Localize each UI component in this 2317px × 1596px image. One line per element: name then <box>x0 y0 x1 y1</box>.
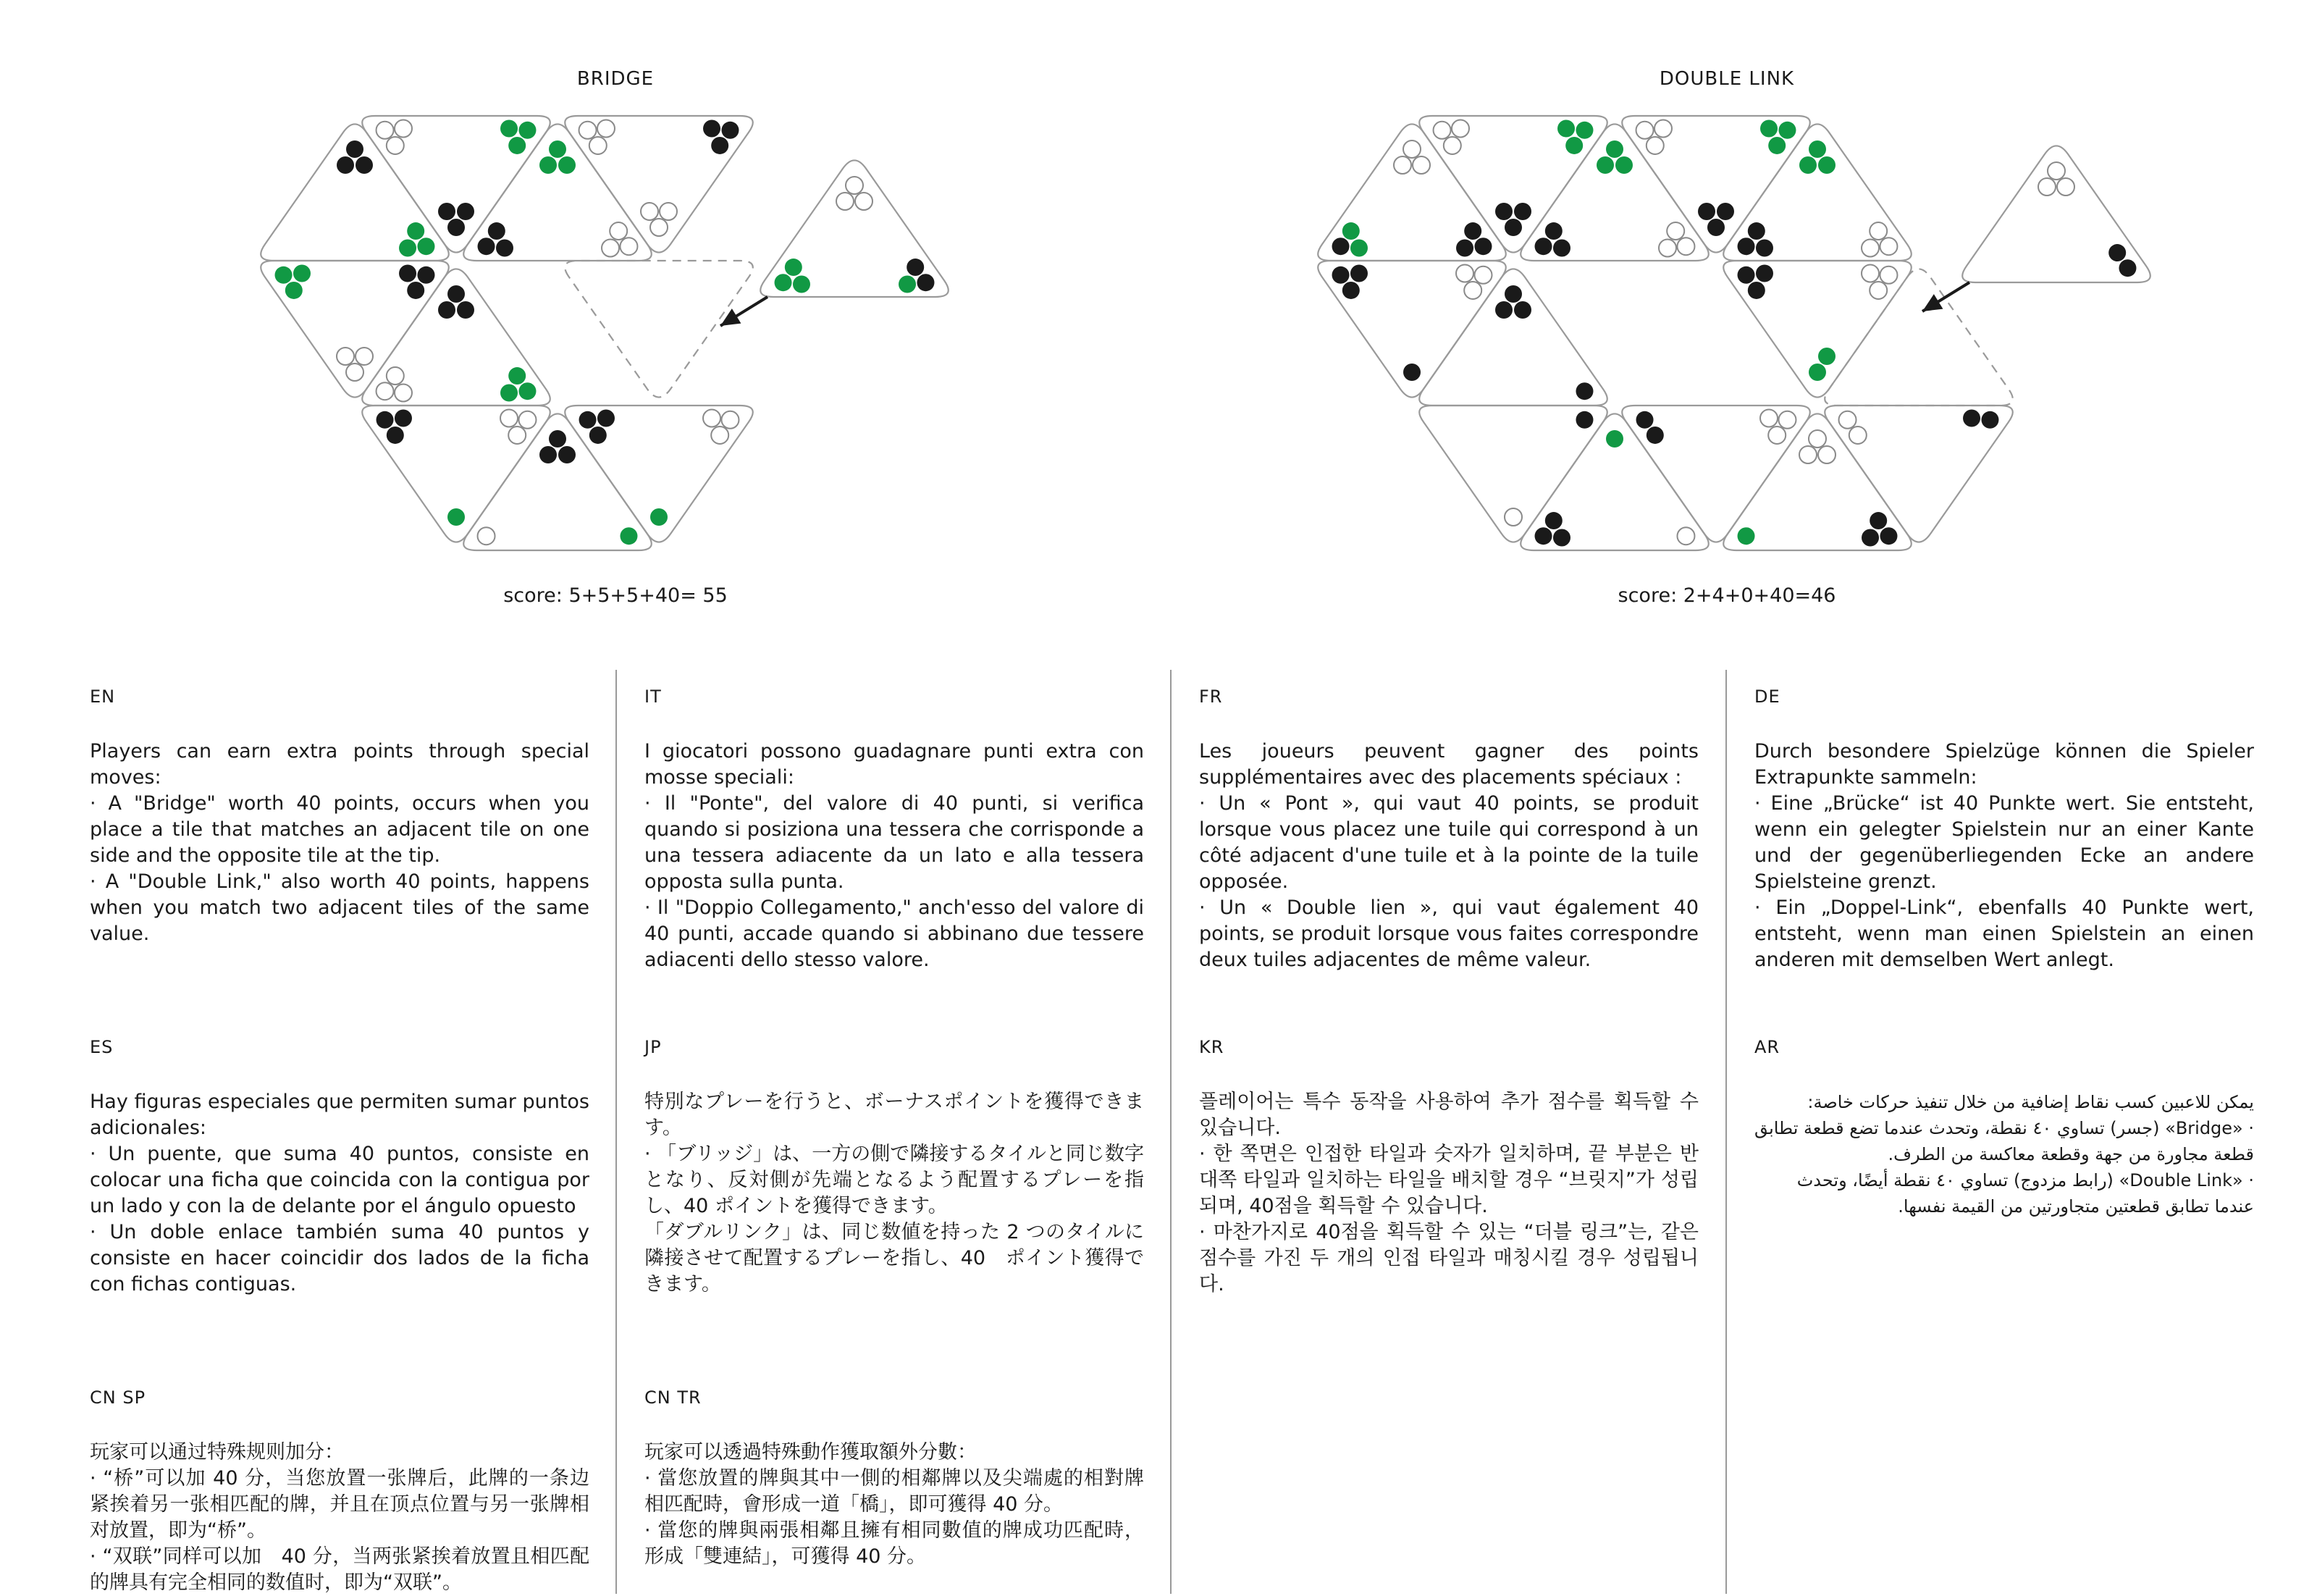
tile-pip <box>1505 219 1522 236</box>
tile-pip <box>917 274 934 291</box>
tile-pip <box>1738 527 1755 545</box>
tile-pip <box>703 119 720 137</box>
tile-pip <box>377 411 394 429</box>
tile-pip <box>641 203 658 220</box>
section-paragraph: 玩家可以通过特殊规则加分： <box>90 1441 344 1463</box>
tile-pip <box>836 193 854 210</box>
tile-pip <box>1870 282 1887 299</box>
tile-pip <box>447 508 465 526</box>
tile-pip <box>1553 529 1570 547</box>
section-en <box>90 686 589 947</box>
tile-pip <box>1636 122 1654 139</box>
double-link-title: DOUBLE LINK <box>1659 68 1795 90</box>
section-jp <box>644 1037 1144 1298</box>
tile-pip <box>1870 222 1887 240</box>
tile-pip <box>496 240 513 257</box>
tile-pip <box>1818 156 1835 174</box>
section-body <box>1754 1089 2254 1219</box>
tile-pip <box>275 266 293 284</box>
section-ar <box>1754 1037 2254 1219</box>
section-bullet: · 한 쪽면은 인접한 타일과 숫자가 일치하며, 끝 부분은 반대쪽 타일과 일치하는 타일을 배치할 경우 “브릿지”가 성립되며, 40점을 획득할 수 있습니다. <box>1199 1143 1699 1217</box>
tile-pip <box>711 137 728 154</box>
section-paragraph: Hay figuras especiales que permiten sumar puntos adicionales: <box>90 1091 589 1139</box>
tile-pip <box>1880 266 1897 284</box>
tile-pip <box>1514 203 1531 220</box>
tile-pip <box>1818 348 1835 365</box>
tile-pip <box>846 177 863 194</box>
tile-pip <box>721 122 739 139</box>
tile-pip <box>395 119 412 137</box>
tile-pip <box>721 411 739 429</box>
tile-pip <box>1880 527 1897 545</box>
tile-pip <box>1474 266 1492 284</box>
section-de <box>1754 686 2254 973</box>
section-bullet: · 마찬가지로 40점을 획득할 수 있는 “더블 링크”는, 같은 점수를 가진 두 개의 인접 타일과 매칭시킬 경우 성립됩니다. <box>1199 1221 1699 1295</box>
tile-pip <box>1553 240 1570 257</box>
section-paragraph: 特別なプレーを行うと、ボーナスポイントを獲得できます。 <box>644 1091 1144 1139</box>
tile-pip <box>457 301 474 319</box>
tile-pip <box>1505 508 1522 526</box>
tile-pip <box>1760 119 1778 137</box>
tile-pip <box>387 427 404 444</box>
tile-pip <box>1647 427 1664 444</box>
tile-pip <box>1809 430 1826 448</box>
section-bullet: · Il "Ponte", del valore di 40 punti, si verifica quando si posiziona una tessera che corrisponde a una tessera adiacente da un lato e alla tessera opposta sulla punta. <box>644 792 1144 893</box>
tile-pip <box>1576 382 1593 400</box>
tile-pip <box>579 122 597 139</box>
tile-pip <box>1350 240 1368 257</box>
tile-pip <box>1659 240 1676 257</box>
section-language-code: FR <box>1199 686 1223 707</box>
tile-pip <box>1342 282 1360 299</box>
section-bullet: · «Double Link» (رابط مزدوج) تساوي ٤٠ نقطة أيضًا، وتحدث عندما تطابق قطعتين متجاورتين من القيمة نفسها. <box>1796 1170 2254 1217</box>
tile-pip <box>1535 238 1552 255</box>
tile-pip <box>1768 137 1786 154</box>
tile-pip <box>1981 411 1998 429</box>
section-language-code: DE <box>1754 686 1780 707</box>
tile-pip <box>1576 411 1593 429</box>
tile-pip <box>1535 527 1552 545</box>
tile-pip <box>1403 140 1421 158</box>
bridge-score: score: 5+5+5+40= 55 <box>503 584 728 607</box>
tile-pip <box>1597 156 1614 174</box>
tile-pip <box>1880 238 1897 255</box>
tile-pip <box>1738 238 1755 255</box>
tile-pip <box>579 411 597 429</box>
section-language-code: JP <box>644 1037 662 1057</box>
section-bullet: · «Bridge» (جسر) تساوي ٤٠ نقطة، وتحدث عندما تضع قطعة تطابق قطعة مجاورة من جهة وقطعة معاكسة من الطرف. <box>1754 1118 2254 1164</box>
tile-pip <box>1799 446 1817 463</box>
tile-pip <box>711 427 728 444</box>
section-bullet: 「ダブルリンク」は、同じ数値を持った 2 つのタイルに隣接させて配置するプレーを指し、40 ポイント獲得できます。 <box>644 1221 1144 1295</box>
tile-pip <box>1615 156 1633 174</box>
tile-pip <box>1756 240 1773 257</box>
tile-pip <box>438 203 455 220</box>
section-language-code: CN SP <box>90 1387 146 1408</box>
tile-pip <box>500 409 518 427</box>
tile-pip <box>438 301 455 319</box>
tile-pip <box>417 266 434 284</box>
tile-pip <box>1350 264 1368 282</box>
section-bullet: · A "Double Link," also worth 40 points, happens when you match two adjacent tiles of the same value. <box>90 870 589 945</box>
tile-pip <box>346 364 363 381</box>
tile-pip <box>1464 282 1481 299</box>
section-bullet: · Ein „Doppel-Link“, ebenfalls 40 Punkte wert, entsteht, wenn man einen Spielstein an einen anderen mit demselben Wert anlegt. <box>1754 896 2254 971</box>
tile-pip <box>293 264 311 282</box>
column-divider <box>1725 670 1727 1594</box>
tile-pip <box>1870 512 1887 529</box>
tile-pip <box>1342 222 1360 240</box>
tile-pip <box>508 367 526 385</box>
tile-pip <box>1768 427 1786 444</box>
tile-pip <box>660 203 677 220</box>
double-link-diagram <box>1158 0 2317 623</box>
tile-pip <box>2108 244 2126 261</box>
tile-pip <box>1738 266 1755 284</box>
tile-pip <box>1748 222 1765 240</box>
tile-pip <box>395 385 412 402</box>
tile-pip <box>1667 222 1684 240</box>
tile-pip <box>703 409 720 427</box>
tile-pip <box>610 222 627 240</box>
section-language-code: AR <box>1754 1037 1780 1057</box>
tile-pip <box>2038 178 2056 196</box>
tile-pip <box>1456 264 1473 282</box>
tile-pip <box>775 274 792 291</box>
tile-pip <box>1963 409 1980 427</box>
tile-pip <box>1505 285 1522 303</box>
tile-pip <box>1654 119 1672 137</box>
bridge-figure <box>0 0 1158 623</box>
section-paragraph: يمكن للاعبين كسب نقاط إضافية من خلال تنفيذ حركات خاصة: <box>1807 1092 2254 1112</box>
tile-pip <box>1332 238 1350 255</box>
tile-pip <box>447 285 465 303</box>
tile-pip <box>1677 238 1694 255</box>
tile-pip <box>1778 122 1796 139</box>
tile-pip <box>549 140 566 158</box>
tile-pip <box>1839 411 1856 429</box>
section-cn-tr <box>644 1387 1144 1570</box>
tile-pip <box>399 240 416 257</box>
section-cn-sp <box>90 1387 589 1596</box>
tile-pip <box>1444 137 1461 154</box>
tile-pip <box>1849 427 1867 444</box>
tile-pip <box>1799 156 1817 174</box>
tile-pip <box>407 282 424 299</box>
section-bullet: · Eine „Brücke“ ist 40 Punkte wert. Sie entsteht, wenn ein gelegter Spielstein nur an einer Kante und der gegenüberliegenden Ecke an andere Spielsteine grenzt. <box>1754 792 2254 893</box>
section-language-code: ES <box>90 1037 114 1057</box>
section-it <box>644 686 1144 973</box>
bridge-title: BRIDGE <box>576 68 655 90</box>
tile-pip <box>518 411 536 429</box>
tile-pip <box>417 238 434 255</box>
tile-pip <box>1862 240 1879 257</box>
tile-pip <box>589 427 607 444</box>
tile-pip <box>907 259 924 276</box>
tile-pip <box>1606 140 1623 158</box>
tile-pip <box>407 222 424 240</box>
tile-pip <box>1760 409 1778 427</box>
tile-pip <box>500 385 518 402</box>
tile-pip <box>518 382 536 400</box>
section-kr <box>1199 1037 1699 1298</box>
section-paragraph: I giocatori possono guadagnare punti extra con mosse speciali: <box>644 740 1144 789</box>
section-bullet: · 當您的牌與兩張相鄰且擁有相同數值的牌成功匹配時，形成「雙連結」，可獲得 40 分。 <box>644 1519 1144 1568</box>
section-body <box>644 1089 1144 1298</box>
section-body <box>1754 739 2254 973</box>
tile-pip <box>1434 122 1451 139</box>
section-paragraph: 플레이어는 특수 동작을 사용하여 추가 점수를 획득할 수 있습니다. <box>1199 1091 1699 1139</box>
tile-pip <box>1413 156 1430 174</box>
tile-pip <box>1698 203 1715 220</box>
arrow-head-icon <box>720 308 741 326</box>
tile-pip <box>1818 446 1835 463</box>
section-language-code: KR <box>1199 1037 1224 1057</box>
tile-pip <box>346 140 363 158</box>
tile-pip <box>549 430 566 448</box>
tile-pip <box>1394 156 1411 174</box>
tile-pip <box>1495 203 1513 220</box>
tile-pip <box>1606 430 1623 448</box>
tile-pip <box>457 203 474 220</box>
tile-pip <box>395 409 412 427</box>
section-body <box>90 1440 589 1596</box>
tile-pip <box>387 137 404 154</box>
tile-pip <box>558 156 576 174</box>
tile-pip <box>488 222 505 240</box>
section-paragraph: Les joueurs peuvent gagner des points supplémentaires avec des placements spéciaux : <box>1199 740 1699 789</box>
tile-pip <box>539 156 557 174</box>
tile-pip <box>1862 264 1879 282</box>
tile-pip <box>793 276 810 293</box>
tile-pip <box>1862 529 1879 547</box>
section-bullet: · Un « Pont », qui vaut 40 points, se produit lorsque vous placez une tuile qui correspond à un côté adjacent d'une tuile et à la pointe de la tuile opposée. <box>1199 792 1699 893</box>
section-bullet: · “双联”同样可以加 40 分，当两张紧挨着放置且相匹配的牌具有完全相同的数值时，即为“双联”。 <box>90 1545 589 1594</box>
section-body <box>90 1089 589 1298</box>
section-body <box>1199 739 1699 973</box>
tile-pip <box>620 527 637 545</box>
tile-pip <box>1403 364 1421 381</box>
tile-pip <box>377 122 394 139</box>
tile-pip <box>1756 264 1773 282</box>
tile-pip <box>1332 266 1350 284</box>
tile-pip <box>478 527 495 545</box>
arrow-head-icon <box>1922 294 1943 311</box>
tile-pip <box>1474 238 1492 255</box>
tile-pip <box>785 259 802 276</box>
tile-pip <box>518 122 536 139</box>
tile-pip <box>650 508 668 526</box>
tile-pip <box>597 409 615 427</box>
section-paragraph: 玩家可以透過特殊動作獲取額外分數： <box>644 1441 977 1463</box>
tile-pip <box>597 119 615 137</box>
section-bullet: · 當您放置的牌與其中一側的相鄰牌以及尖端處的相對牌相匹配時，會形成一道「橋」，即可獲得 40 分。 <box>644 1467 1144 1516</box>
section-bullet: · Un doble enlace también suma 40 puntos y consiste en hacer coincidir dos lados de la ficha con fichas contiguas. <box>90 1221 589 1295</box>
section-body <box>644 739 1144 973</box>
tile-pip <box>508 137 526 154</box>
tile-pip <box>1717 203 1734 220</box>
tile-pip <box>1778 411 1796 429</box>
tile-pip <box>1707 219 1725 236</box>
tile-pip <box>2048 162 2065 180</box>
section-bullet: · Un puente, que suma 40 puntos, consiste en colocar una ficha que coincida con la contigua por un lado y con la de delante por el ángulo opuesto <box>90 1143 589 1217</box>
tile-pip <box>1809 140 1826 158</box>
section-fr <box>1199 686 1699 973</box>
tile-pip <box>508 427 526 444</box>
tile-pip <box>387 367 404 385</box>
tile-pip <box>620 238 637 255</box>
tile-pip <box>589 137 607 154</box>
section-bullet: · “桥”可以加 40 分，当您放置一张牌后，此牌的一条边紧挨着另一张相匹配的牌，并且在顶点位置与另一张牌相对放置，即为“桥”。 <box>90 1467 589 1542</box>
tile-pip <box>1557 119 1575 137</box>
tile-pip <box>500 119 518 137</box>
tile-pip <box>1514 301 1531 319</box>
tile-pip <box>356 156 373 174</box>
tile-pip <box>855 193 872 210</box>
column-divider <box>1170 670 1172 1594</box>
tile-pip <box>399 264 416 282</box>
tile-pip <box>447 219 465 236</box>
empty-tile-slot <box>1825 269 2013 406</box>
section-es <box>90 1037 589 1298</box>
tile-pip <box>337 156 354 174</box>
tile-pip <box>1576 122 1593 139</box>
bridge-diagram <box>0 0 1158 623</box>
tile-pip <box>356 348 373 365</box>
section-bullet: · 「ブリッジ」は、一方の側で隣接するタイルと同じ数字となり、反対側が先端となるよう配置するプレーを指し、40 ポイントを獲得できます。 <box>644 1143 1144 1217</box>
tile-pip <box>2119 259 2136 277</box>
tile-pip <box>1545 512 1563 529</box>
tile-pip <box>377 382 394 400</box>
tile-pip <box>1495 301 1513 319</box>
tile-pip <box>558 446 576 463</box>
tile-pip <box>1647 137 1664 154</box>
section-paragraph: Durch besondere Spielzüge können die Spieler Extrapunkte sammeln: <box>1754 740 2254 789</box>
tile-pip <box>1456 240 1473 257</box>
section-language-code: EN <box>90 686 116 707</box>
tile-pip <box>1677 527 1694 545</box>
tile-pip <box>899 276 916 293</box>
tile-pip <box>539 446 557 463</box>
column-divider <box>615 670 617 1594</box>
section-language-code: CN TR <box>644 1387 702 1408</box>
section-body <box>1199 1089 1699 1298</box>
tile-pip <box>650 219 668 236</box>
section-bullet: · Un « Double lien », qui vaut également 40 points, se produit lorsque vous faites correspondre deux tuiles adjacentes de même valeur. <box>1199 896 1699 971</box>
tile-pip <box>1809 364 1826 381</box>
tile-pip <box>337 348 354 365</box>
section-paragraph: Players can earn extra points through special moves: <box>90 740 589 789</box>
empty-tile-slot <box>565 261 753 398</box>
tile-pip <box>2057 178 2074 196</box>
section-bullet: · Il "Doppio Collegamento," anch'esso del valore di 40 punti, accade quando si abbinano due tessere adiacenti dello stesso valore. <box>644 896 1144 971</box>
tile-pip <box>1545 222 1563 240</box>
tile-pip <box>1565 137 1583 154</box>
tile-pip <box>1452 119 1469 137</box>
tile-pip <box>1748 282 1765 299</box>
tile-pip <box>285 282 303 299</box>
section-language-code: IT <box>644 686 662 707</box>
double-link-figure <box>1158 0 2317 623</box>
tile-pip <box>1464 222 1481 240</box>
section-bullet: · A "Bridge" worth 40 points, occurs when you place a tile that matches an adjacent tile on one side and the opposite tile at the tip. <box>90 792 589 867</box>
tile-pip <box>602 240 619 257</box>
section-body <box>90 739 589 947</box>
tile-pip <box>478 238 495 255</box>
tile-pip <box>1636 411 1654 429</box>
section-body <box>644 1440 1144 1570</box>
double-link-score: score: 2+4+0+40=46 <box>1618 584 1836 607</box>
